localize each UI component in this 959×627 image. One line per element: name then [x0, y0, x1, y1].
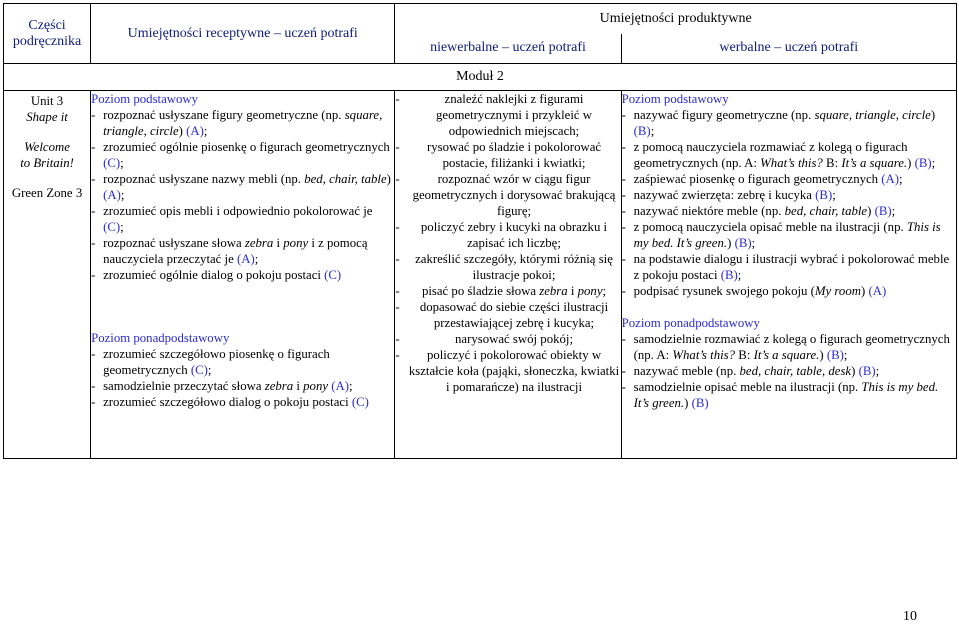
nonverbal-item: - rysować po śladzie i pokolorować postacie, filiżanki i kwiatki; [395, 139, 620, 171]
verbal-advanced-title: Poziom ponadpodstawowy [621, 316, 760, 330]
receptive-basic-item: - rozpoznać usłyszane figury geometryczne (np. square, triangle, circle) (A); [91, 107, 394, 139]
nonverbal-cell [395, 91, 621, 459]
header-verbal: werbalne – uczeń potrafi [621, 34, 956, 64]
receptive-advanced-list [91, 346, 394, 410]
receptive-advanced-item: - samodzielnie przeczytać słowa zebra i pony (A); [91, 378, 394, 394]
verbal-basic-item: - nazywać zwierzęta: zebrę i kucyka (B); [622, 187, 956, 203]
nonverbal-item: - zakreślić szczegóły, którymi różnią się ilustracje pokoi; [395, 251, 620, 283]
verbal-cell [621, 91, 956, 459]
nonverbal-item: - dopasować do siebie części ilustracji przestawiającej zebrę i kucyka; [395, 299, 620, 331]
header-productive-skills: Umiejętności produktywne [395, 4, 957, 34]
verbal-basic-list [622, 107, 956, 299]
verbal-basic-item: - zaśpiewać piosenkę o figurach geometrycznych (A); [622, 171, 956, 187]
nonverbal-item: - rozpoznać wzór w ciągu figur geometrycznych i dorysować brakującą figurę; [395, 171, 620, 219]
nonverbal-item: - policzyć zebry i kucyki na obrazku i zapisać ich liczbę; [395, 219, 620, 251]
verbal-basic-item: - na podstawie dialogu i ilustracji wybrać i pokolorować meble z pokoju postaci (B); [622, 251, 956, 283]
verbal-basic-item: - nazywać figury geometryczne (np. square, triangle, circle) (B); [622, 107, 956, 139]
verbal-basic-item: - podpisać rysunek swojego pokoju (My room) (A) [622, 283, 956, 299]
receptive-basic-title: Poziom podstawowy [91, 92, 199, 106]
verbal-basic-title: Poziom podstawowy [621, 92, 729, 106]
receptive-basic-item: - zrozumieć ogólnie dialog o pokoju postaci (C) [91, 267, 394, 283]
verbal-advanced-item: - samodzielnie rozmawiać z kolegą o figurach geometrycznych (np. A: What’s this? B: It’s a square.) (B); [622, 331, 956, 363]
verbal-basic-item: - z pomocą nauczyciela opisać meble na ilustracji (np. This is my bed. It’s green.) (B); [622, 219, 956, 251]
receptive-basic-item: - zrozumieć opis mebli i odpowiednio pokolorować je (C); [91, 203, 394, 235]
nonverbal-item: - pisać po śladzie słowa zebra i pony; [395, 283, 620, 299]
module-title: Moduł 2 [4, 64, 957, 91]
receptive-basic-item: - rozpoznać usłyszane słowa zebra i pony i z pomocą nauczyciela przeczytać je (A); [91, 235, 394, 267]
header-receptive-skills: Umiejętności receptywne – uczeń potrafi [91, 4, 395, 64]
receptive-cell [91, 91, 395, 459]
receptive-advanced-item: - zrozumieć szczegółowo piosenkę o figurach geometrycznych (C); [91, 346, 394, 378]
nonverbal-list [395, 91, 620, 395]
verbal-advanced-item: - samodzielnie opisać meble na ilustracji (np. This is my bed. It’s green.) (B) [622, 379, 956, 411]
nonverbal-item: - policzyć i pokolorować obiekty w kształcie koła (pająki, słoneczka, kwiatki i pomarańcze) na ilustracji [395, 347, 620, 395]
verbal-basic-item: - z pomocą nauczyciela rozmawiać z kolegą o figurach geometrycznych (np. A: What’s this? B: It’s a square.) (B); [622, 139, 956, 171]
header-textbook-parts: Części podręcznika [4, 4, 91, 64]
receptive-advanced-item: - zrozumieć szczegółowo dialog o pokoju postaci (C) [91, 394, 394, 410]
unit-cell: Unit 3 Shape it Welcome to Britain! Green Zone 3 [4, 91, 91, 459]
header-nonverbal: niewerbalne – uczeń potrafi [395, 34, 621, 64]
verbal-advanced-list [622, 331, 956, 411]
page-number: 10 [903, 609, 917, 624]
receptive-basic-item: - zrozumieć ogólnie piosenkę o figurach geometrycznych (C); [91, 139, 394, 171]
nonverbal-item: - narysować swój pokój; [395, 331, 620, 347]
nonverbal-item: - znaleźć naklejki z figurami geometrycznymi i przykleić w odpowiednich miejscach; [395, 91, 620, 139]
receptive-basic-item: - rozpoznać usłyszane nazwy mebli (np. bed, chair, table) (A); [91, 171, 394, 203]
verbal-advanced-item: - nazywać meble (np. bed, chair, table, desk) (B); [622, 363, 956, 379]
receptive-basic-list [91, 107, 394, 283]
verbal-basic-item: - nazywać niektóre meble (np. bed, chair, table) (B); [622, 203, 956, 219]
curriculum-table [3, 3, 957, 459]
receptive-advanced-title: Poziom ponadpodstawowy [91, 331, 230, 345]
